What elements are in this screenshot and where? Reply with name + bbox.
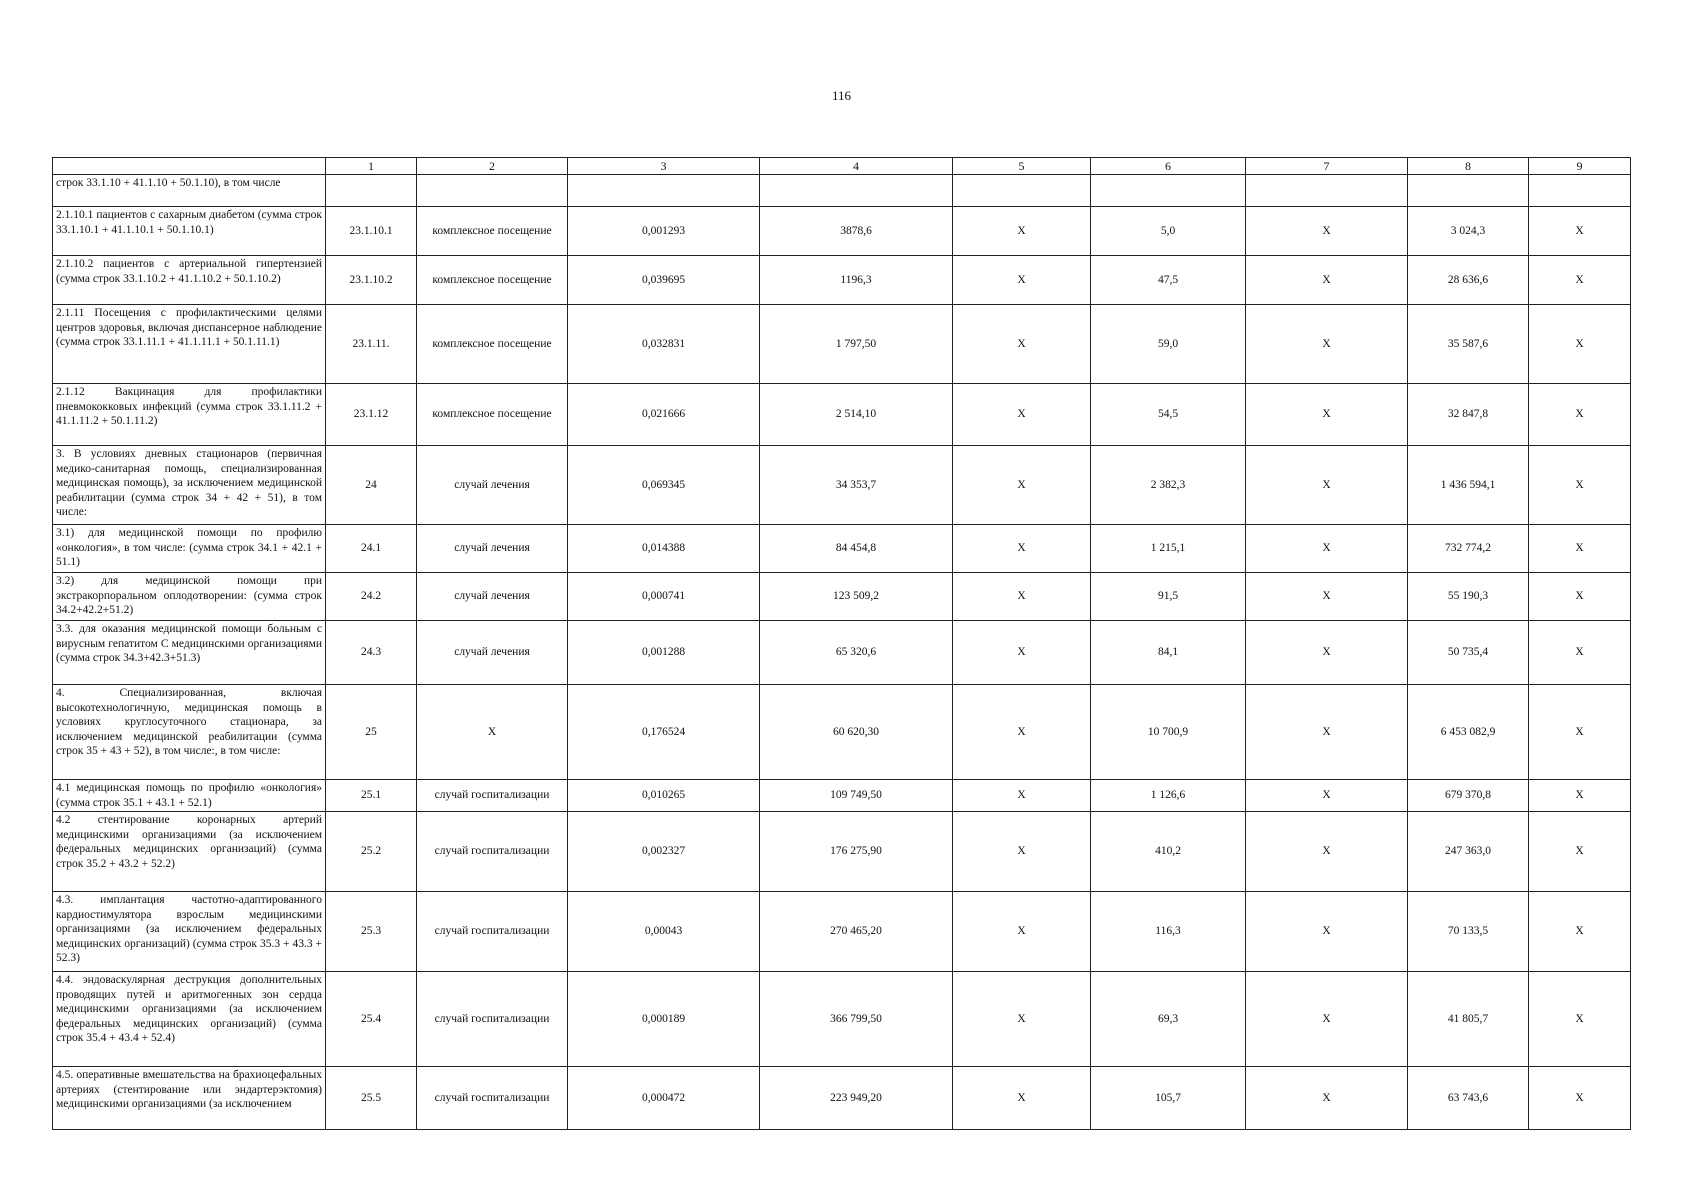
value-cell: X [1246,1067,1408,1130]
unit-cell: комплексное посещение [417,207,568,256]
cost-norm-cell: 84 454,8 [760,525,953,573]
value-cell: 32 847,8 [1408,384,1529,446]
unit-cell: случай госпитализации [417,1067,568,1130]
value-cell: X [1529,892,1631,972]
value-cell: X [1529,525,1631,573]
value-cell: 3 024,3 [1408,207,1529,256]
value-cell: X [1246,256,1408,305]
table-row [53,685,1631,780]
value-cell: X [953,573,1091,621]
unit-cell: случай лечения [417,525,568,573]
value-cell: X [1246,621,1408,685]
row-number: 25.4 [326,972,417,1067]
volume-norm-cell: 0,000189 [568,972,760,1067]
header-cell: 9 [1529,158,1631,175]
value-cell: 247 363,0 [1408,812,1529,892]
unit-cell: случай лечения [417,573,568,621]
table-row [53,384,1631,446]
value-cell: X [1246,446,1408,525]
value-cell: 732 774,2 [1408,525,1529,573]
header-cell: 4 [760,158,953,175]
value-cell: X [1529,621,1631,685]
table-row [53,812,1631,892]
value-cell: 55 190,3 [1408,573,1529,621]
value-cell: X [953,446,1091,525]
row-number: 24.2 [326,573,417,621]
value-cell: X [1529,384,1631,446]
unit-cell: случай госпитализации [417,780,568,812]
value-cell: X [1529,1067,1631,1130]
column-number-row [53,158,1631,175]
unit-cell: X [417,685,568,780]
cost-norm-cell: 3878,6 [760,207,953,256]
value-cell: 41 805,7 [1408,972,1529,1067]
value-cell: 47,5 [1091,256,1246,305]
table-row [53,256,1631,305]
row-description: 4.1 медицинская помощь по профилю «онкология» (сумма строк 35.1 + 43.1 + 52.1) [53,780,326,812]
value-cell: X [1529,972,1631,1067]
row-number: 25.3 [326,892,417,972]
cost-norm-cell: 123 509,2 [760,573,953,621]
value-cell [953,175,1091,207]
value-cell: X [953,305,1091,384]
header-cell: 3 [568,158,760,175]
table-row [53,621,1631,685]
value-cell: X [1529,305,1631,384]
table-row [53,573,1631,621]
value-cell: 54,5 [1091,384,1246,446]
value-cell: 1 126,6 [1091,780,1246,812]
cost-norm-cell: 65 320,6 [760,621,953,685]
cost-norm-cell: 1196,3 [760,256,953,305]
cost-norm-cell: 366 799,50 [760,972,953,1067]
table-row [53,207,1631,256]
row-number: 25.2 [326,812,417,892]
cost-norm-cell: 1 797,50 [760,305,953,384]
table-row [53,446,1631,525]
cost-norm-cell: 176 275,90 [760,812,953,892]
volume-norm-cell: 0,039695 [568,256,760,305]
row-description: 2.1.12 Вакцинация для профилактики пневмококковых инфекций (сумма строк 33.1.11.2 + 41.1.11.2 + 50.1.11.2) [53,384,326,446]
row-description: 4. Специализированная, включая высокотехнологичную, медицинская помощь в условиях круглосуточного стационара, за исключением медицинской реабилитации (сумма строк 35 + 43 + 52), в том числе:, в том числе: [53,685,326,780]
value-cell: X [953,972,1091,1067]
page-number: 116 [831,88,852,103]
value-cell [1246,175,1408,207]
volume-norm-cell: 0,010265 [568,780,760,812]
unit-cell: случай лечения [417,621,568,685]
value-cell: 679 370,8 [1408,780,1529,812]
cost-norm-cell: 109 749,50 [760,780,953,812]
row-number: 23.1.12 [326,384,417,446]
value-cell: X [1529,256,1631,305]
volume-norm-cell: 0,001288 [568,621,760,685]
value-cell: 69,3 [1091,972,1246,1067]
financial-norms-table [52,157,1631,1130]
value-cell: X [953,685,1091,780]
volume-norm-cell: 0,032831 [568,305,760,384]
table-row [53,892,1631,972]
value-cell: 410,2 [1091,812,1246,892]
row-description: 2.1.10.2 пациентов с артериальной гипертензией (сумма строк 33.1.10.2 + 41.1.10.2 + 50.1.10.2) [53,256,326,305]
value-cell: 91,5 [1091,573,1246,621]
row-description: 3.1) для медицинской помощи по профилю «онкология», в том числе: (сумма строк 34.1 + 42.1 + 51.1) [53,525,326,573]
row-description: 4.5. оперативные вмешательства на брахиоцефальных артериях (стентирование или эндартерэктомия) медицинскими организациями (за исключением [53,1067,326,1130]
value-cell: X [953,256,1091,305]
value-cell: X [1529,446,1631,525]
value-cell: X [1246,207,1408,256]
header-cell: 5 [953,158,1091,175]
value-cell: X [1246,780,1408,812]
cost-norm-cell: 34 353,7 [760,446,953,525]
unit-cell: случай госпитализации [417,812,568,892]
value-cell: X [953,892,1091,972]
row-number: 24 [326,446,417,525]
row-description: 4.2 стентирование коронарных артерий медицинскими организациями (за исключением федеральных медицинских организаций) (сумма строк 35.2 + 43.2 + 52.2) [53,812,326,892]
header-cell [53,158,326,175]
row-number: 23.1.10.2 [326,256,417,305]
value-cell: X [953,525,1091,573]
value-cell: 1 436 594,1 [1408,446,1529,525]
volume-norm-cell: 0,014388 [568,525,760,573]
volume-norm-cell: 0,00043 [568,892,760,972]
table-row [53,305,1631,384]
value-cell: X [1246,972,1408,1067]
row-description: 3. В условиях дневных стационаров (первичная медико-санитарная помощь, специализированная медицинская помощь), за исключением медицинской реабилитации (сумма строк 34 + 42 + 51), в том числе: [53,446,326,525]
value-cell: 63 743,6 [1408,1067,1529,1130]
volume-norm-cell: 0,069345 [568,446,760,525]
header-cell: 1 [326,158,417,175]
value-cell: 50 735,4 [1408,621,1529,685]
value-cell: X [953,384,1091,446]
row-number: 23.1.11. [326,305,417,384]
row-number: 24.1 [326,525,417,573]
row-description: 2.1.11 Посещения с профилактическими целями центров здоровья, включая диспансерное наблюдение (сумма строк 33.1.11.1 + 41.1.11.1 + 50.1.11.1) [53,305,326,384]
value-cell: X [1246,525,1408,573]
cost-norm-cell: 270 465,20 [760,892,953,972]
table-row [53,525,1631,573]
volume-norm-cell: 0,001293 [568,207,760,256]
value-cell: X [1246,305,1408,384]
value-cell: 2 382,3 [1091,446,1246,525]
value-cell: 1 215,1 [1091,525,1246,573]
row-number: 23.1.10.1 [326,207,417,256]
value-cell: 6 453 082,9 [1408,685,1529,780]
value-cell: X [1246,892,1408,972]
value-cell: X [1246,685,1408,780]
cost-norm-cell [760,175,953,207]
value-cell: X [1529,780,1631,812]
value-cell: 70 133,5 [1408,892,1529,972]
row-number: 25 [326,685,417,780]
value-cell: X [1246,573,1408,621]
value-cell: X [953,1067,1091,1130]
value-cell: 5,0 [1091,207,1246,256]
row-number: 25.1 [326,780,417,812]
unit-cell [417,175,568,207]
row-description: 4.3. имплантация частотно-адаптированного кардиостимулятора взрослым медицинскими организациями (за исключением федеральных медицинских организаций) (сумма строк 35.3 + 43.3 + 52.3) [53,892,326,972]
header-cell: 8 [1408,158,1529,175]
row-number [326,175,417,207]
value-cell: X [1529,207,1631,256]
table-row [53,1067,1631,1130]
value-cell: 105,7 [1091,1067,1246,1130]
row-description: 2.1.10.1 пациентов с сахарным диабетом (сумма строк 33.1.10.1 + 41.1.10.1 + 50.1.10.1) [53,207,326,256]
volume-norm-cell: 0,000472 [568,1067,760,1130]
value-cell: X [953,621,1091,685]
row-number: 24.3 [326,621,417,685]
row-description: строк 33.1.10 + 41.1.10 + 50.1.10), в том числе [53,175,326,207]
value-cell: X [1246,384,1408,446]
header-cell: 6 [1091,158,1246,175]
unit-cell: случай госпитализации [417,972,568,1067]
value-cell: 10 700,9 [1091,685,1246,780]
value-cell [1529,175,1631,207]
unit-cell: комплексное посещение [417,305,568,384]
value-cell: X [1529,573,1631,621]
value-cell: X [953,207,1091,256]
cost-norm-cell: 223 949,20 [760,1067,953,1130]
cost-norm-cell: 60 620,30 [760,685,953,780]
value-cell: 28 636,6 [1408,256,1529,305]
table-row [53,972,1631,1067]
value-cell: X [953,780,1091,812]
unit-cell: комплексное посещение [417,384,568,446]
volume-norm-cell: 0,002327 [568,812,760,892]
cost-norm-cell: 2 514,10 [760,384,953,446]
value-cell: 116,3 [1091,892,1246,972]
value-cell: 84,1 [1091,621,1246,685]
volume-norm-cell: 0,176524 [568,685,760,780]
value-cell: X [1529,685,1631,780]
row-number: 25.5 [326,1067,417,1130]
unit-cell: случай лечения [417,446,568,525]
table-row [53,175,1631,207]
volume-norm-cell: 0,000741 [568,573,760,621]
volume-norm-cell [568,175,760,207]
unit-cell: комплексное посещение [417,256,568,305]
row-description: 3.3. для оказания медицинской помощи больным с вирусным гепатитом С медицинскими организациями (сумма строк 34.3+42.3+51.3) [53,621,326,685]
value-cell: X [953,812,1091,892]
header-cell: 2 [417,158,568,175]
value-cell: X [1246,812,1408,892]
value-cell: X [1529,812,1631,892]
volume-norm-cell: 0,021666 [568,384,760,446]
row-description: 4.4. эндоваскулярная деструкция дополнительных проводящих путей и аритмогенных зон сердца медицинскими организациями (за исключением федеральных медицинских организаций) (сумма строк 35.4 + 43.4 + 52.4) [53,972,326,1067]
unit-cell: случай госпитализации [417,892,568,972]
value-cell [1091,175,1246,207]
value-cell [1408,175,1529,207]
value-cell: 35 587,6 [1408,305,1529,384]
table-row [53,780,1631,812]
header-cell: 7 [1246,158,1408,175]
row-description: 3.2) для медицинской помощи при экстракорпоральном оплодотворении: (сумма строк 34.2+42.2+51.2) [53,573,326,621]
value-cell: 59,0 [1091,305,1246,384]
